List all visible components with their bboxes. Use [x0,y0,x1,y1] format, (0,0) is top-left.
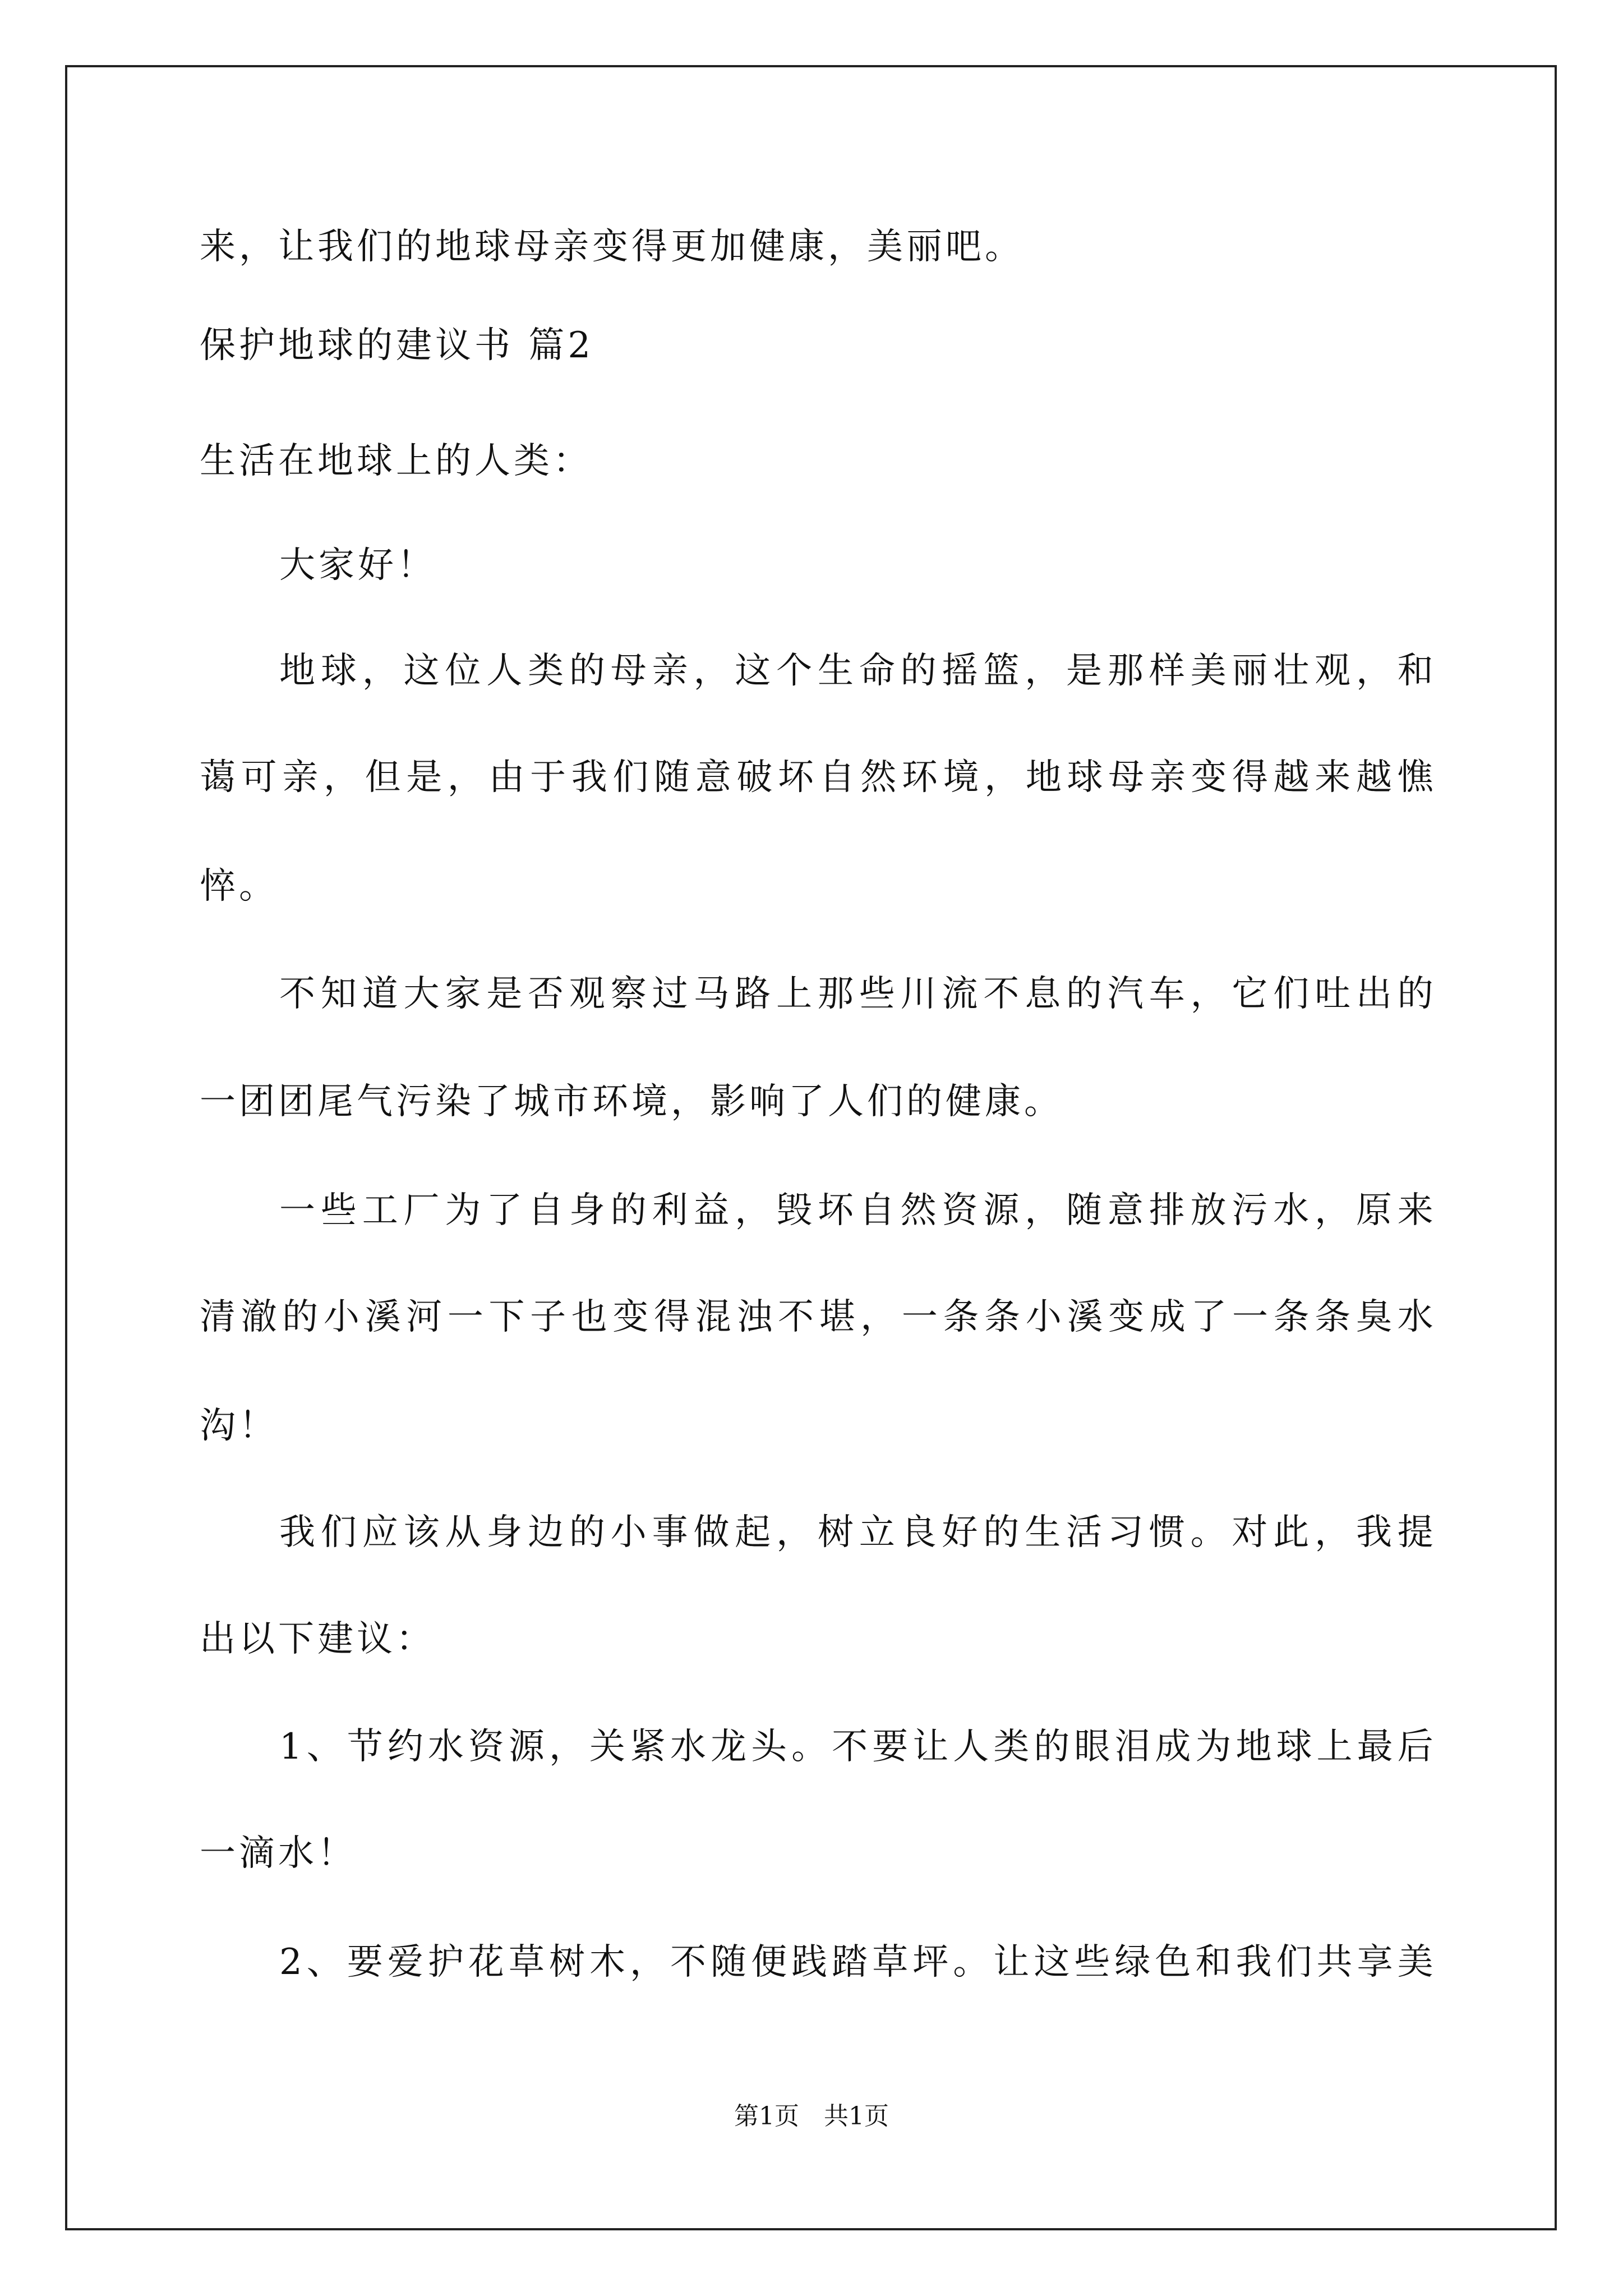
paragraph-line: 地 球 ， 这 位 人 类 的 母 亲 ， 这 个 生 命 的 摇 篮 ， 是 那 样 美 丽 壮 观 ， 和 [279,650,1433,692]
list-item-line: 一滴水！ [200,1833,357,1874]
page-footer: 第1页 共1页 [734,2102,889,2131]
paragraph-line: 来，让我们的地球母亲变得更加健康，美丽吧。 [200,226,1024,268]
list-item-line: 2 、 要 爱 护 花 草 树 木 ， 不 随 便 践 踏 草 坪 。 让 这 些 绿 色 和 我 们 共 享 美 [279,1941,1433,1983]
paragraph-line: 悴。 [200,866,278,907]
paragraph-line: 沟！ [200,1405,278,1447]
salutation: 生活在地球上的人类： [200,440,592,482]
paragraph-line: 一 些 工 厂 为 了 自 身 的 利 益 ， 毁 坏 自 然 资 源 ， 随 意 排 放 污 水 ， 原 来 [279,1190,1433,1231]
paragraph-line: 我 们 应 该 从 身 边 的 小 事 做 起 ， 树 立 良 好 的 生 活 习 惯 。 对 此 ， 我 提 [279,1512,1433,1553]
section-heading: 保护地球的建议书 篇2 [200,325,594,366]
paragraph-line: 不 知 道 大 家 是 否 观 察 过 马 路 上 那 些 川 流 不 息 的 汽 车 ， 它 们 吐 出 的 [279,973,1433,1015]
greeting: 大家好！ [279,545,436,586]
paragraph-line: 清 澈 的 小 溪 河 一 下 子 也 变 得 混 浊 不 堪 ， 一 条 条 小 溪 变 成 了 一 条 条 臭 水 [200,1296,1433,1338]
page-border [65,65,1557,2230]
list-item-line: 1 、 节 约 水 资 源 ， 关 紧 水 龙 头 。 不 要 让 人 类 的 眼 泪 成 为 地 球 上 最 后 [279,1726,1433,1768]
paragraph-line: 一团团尾气污染了城市环境，影响了人们的健康。 [200,1081,1063,1122]
paragraph-line: 出以下建议： [200,1618,435,1660]
paragraph-line: 蔼 可 亲 ， 但 是 ， 由 于 我 们 随 意 破 坏 自 然 环 境 ， 地 球 母 亲 变 得 越 来 越 憔 [200,757,1433,798]
